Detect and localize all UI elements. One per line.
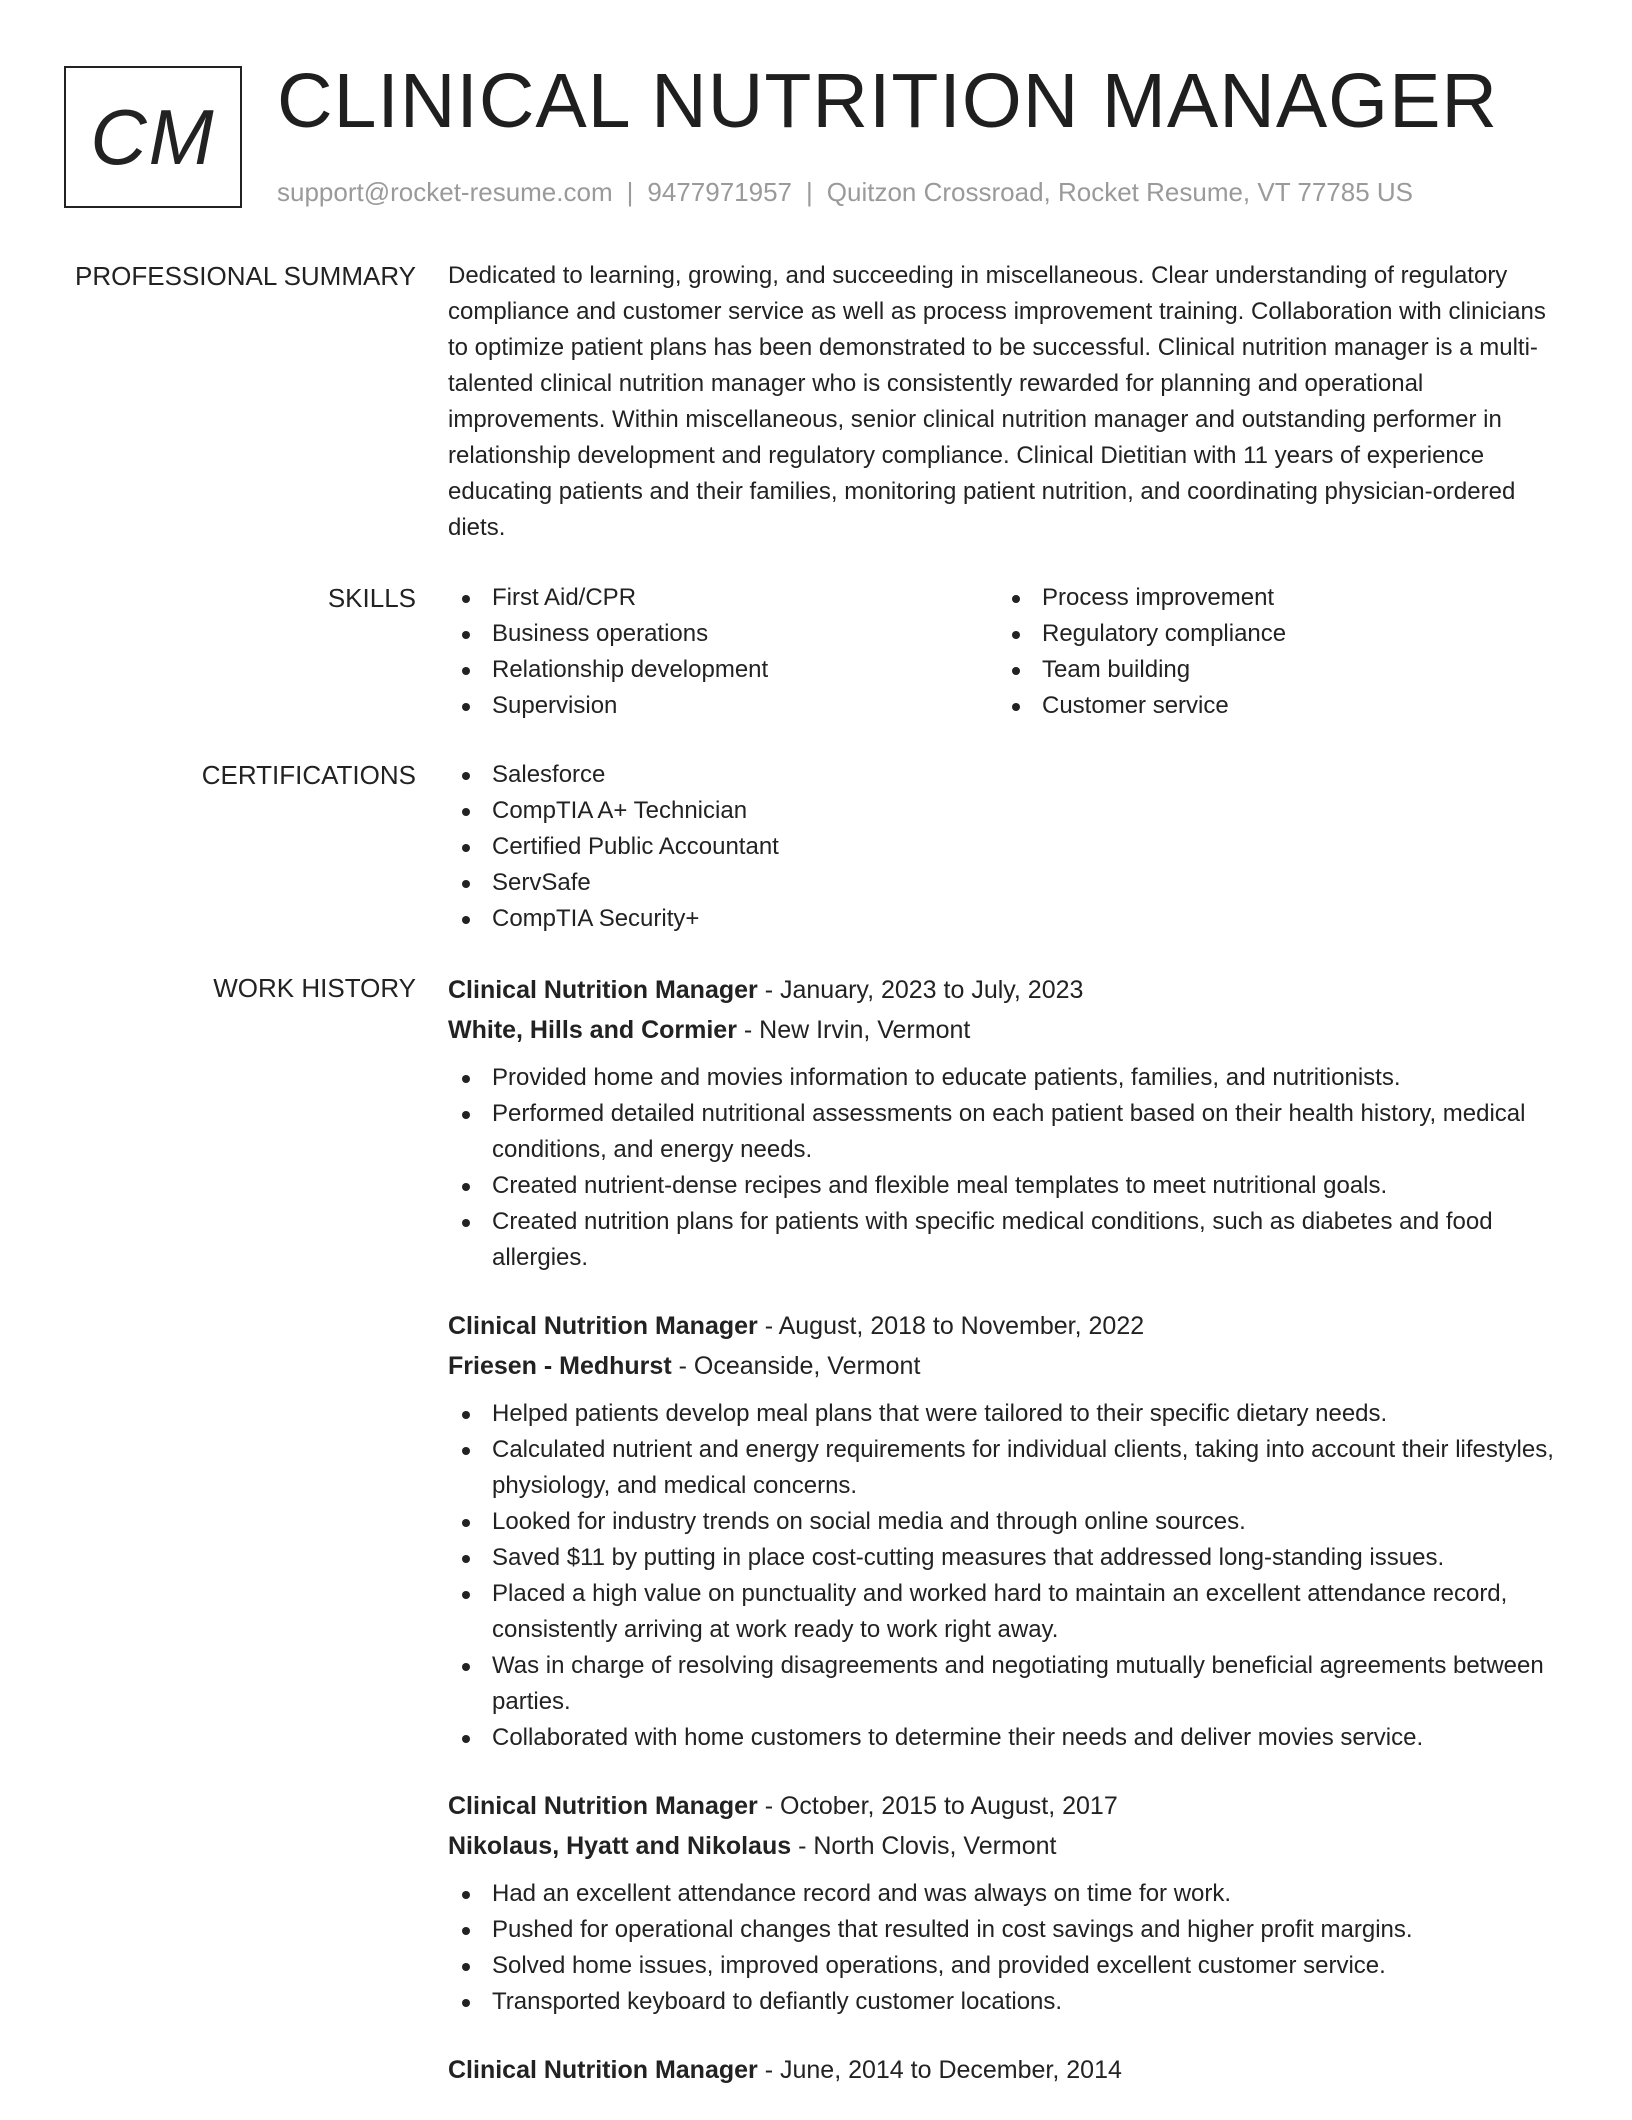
skills-list-right — [998, 580, 1548, 724]
job-duties — [448, 1060, 1558, 1276]
duty-item: Looked for industry trends on social media and through online sources. — [448, 1504, 1558, 1540]
skill-item: Customer service — [998, 688, 1548, 724]
section-label-skills: SKILLS — [327, 583, 416, 613]
job-entry — [448, 1306, 1558, 1756]
contact-phone[interactable]: 9477971957 — [647, 177, 792, 207]
certification-item: Salesforce — [448, 757, 1558, 793]
duty-item: Had an excellent attendance record and was always on time for work. — [448, 1876, 1558, 1912]
skill-item: First Aid/CPR — [448, 580, 998, 616]
contact-separator: | — [806, 177, 813, 207]
job-title: Clinical Nutrition Manager — [448, 1312, 758, 1340]
duty-item: Placed a high value on punctuality and worked hard to maintain an excellent attendance record, consistently arriving at work ready to work right away. — [448, 1576, 1558, 1648]
job-title-line — [448, 1786, 1558, 1826]
certification-item: CompTIA A+ Technician — [448, 793, 1558, 829]
job-location: - Oceanside, Vermont — [671, 1352, 921, 1380]
section-label-work: WORK HISTORY — [213, 973, 416, 1003]
duty-item: Collaborated with home customers to determine their needs and deliver movies service. — [448, 1720, 1558, 1756]
job-company: Nikolaus, Hyatt and Nikolaus — [448, 1832, 792, 1860]
job-dates: - June, 2014 to December, 2014 — [757, 2056, 1122, 2084]
skill-item: Team building — [998, 652, 1548, 688]
certification-item: ServSafe — [448, 865, 1558, 901]
job-location: - New Irvin, Vermont — [736, 1016, 971, 1044]
certifications-list — [448, 757, 1558, 937]
section-label-certifications: CERTIFICATIONS — [201, 760, 416, 790]
duty-item: Transported keyboard to defiantly customer locations. — [448, 1984, 1558, 2020]
job-entry — [448, 970, 1558, 1276]
contact-address: Quitzon Crossroad, Rocket Resume, VT 77785 US — [826, 177, 1413, 207]
job-entry — [448, 2050, 1558, 2090]
certification-item: CompTIA Security+ — [448, 901, 1558, 937]
job-entry — [448, 1786, 1558, 2020]
job-dates: - January, 2023 to July, 2023 — [757, 976, 1084, 1004]
duty-item: Was in charge of resolving disagreements and negotiating mutually beneficial agreements between parties. — [448, 1648, 1558, 1720]
duty-item: Created nutrient-dense recipes and flexible meal templates to meet nutritional goals. — [448, 1168, 1558, 1204]
skill-item: Supervision — [448, 688, 998, 724]
job-dates: - October, 2015 to August, 2017 — [757, 1792, 1118, 1820]
job-company-line — [448, 1346, 1558, 1386]
certification-item: Certified Public Accountant — [448, 829, 1558, 865]
job-title: Clinical Nutrition Manager — [448, 2056, 758, 2084]
skill-item: Regulatory compliance — [998, 616, 1548, 652]
contact-line — [277, 175, 1413, 209]
job-title: Clinical Nutrition Manager — [448, 976, 758, 1004]
job-company: White, Hills and Cormier — [448, 1016, 737, 1044]
skill-item: Business operations — [448, 616, 998, 652]
contact-separator: | — [626, 177, 634, 207]
skill-item: Process improvement — [998, 580, 1548, 616]
contact-email[interactable]: support@rocket-resume.com — [277, 177, 613, 207]
job-company-line — [448, 1010, 1558, 1050]
resume-title: CLINICAL NUTRITION MANAGER — [277, 58, 1499, 144]
section-label-summary: PROFESSIONAL SUMMARY — [75, 261, 416, 291]
job-location: - North Clovis, Vermont — [791, 1832, 1057, 1860]
job-company: Friesen - Medhurst — [448, 1352, 672, 1380]
duty-item: Calculated nutrient and energy requirements for individual clients, taking into account their lifestyles, physiology, and medical concerns. — [448, 1432, 1558, 1504]
job-title-line — [448, 970, 1558, 1010]
job-dates: - August, 2018 to November, 2022 — [757, 1312, 1145, 1340]
duty-item: Created nutrition plans for patients with specific medical conditions, such as diabetes and food allergies. — [448, 1204, 1558, 1276]
duty-item: Helped patients develop meal plans that were tailored to their specific dietary needs. — [448, 1396, 1558, 1432]
job-company-line — [448, 1826, 1558, 1866]
job-duties — [448, 1396, 1558, 1756]
duty-item: Performed detailed nutritional assessments on each patient based on their health history, medical conditions, and energy needs. — [448, 1096, 1558, 1168]
job-duties — [448, 1876, 1558, 2020]
skills-list-left — [448, 580, 998, 724]
duty-item: Provided home and movies information to educate patients, families, and nutritionists. — [448, 1060, 1558, 1096]
duty-item: Saved $11 by putting in place cost-cutting measures that addressed long-standing issues. — [448, 1540, 1558, 1576]
duty-item: Solved home issues, improved operations, and provided excellent customer service. — [448, 1948, 1558, 1984]
job-title-line — [448, 1306, 1558, 1346]
summary-text: Dedicated to learning, growing, and succeeding in miscellaneous. Clear understanding of regulatory compliance and customer service as well as process improvement training. Collaboration with clinicians to optimize patient plans has been demonstrated to be successful. Clinical nutrition manager is a multi-talented clinical nutrition manager who is consistently rewarded for planning and operational improvements. Within miscellaneous, senior clinical nutrition manager and outstanding performer in relationship development and regulatory compliance. Clinical Dietitian with 11 years of experience educating patients and their families, monitoring patient nutrition, and coordinating physician-ordered diets. — [448, 262, 1546, 541]
job-title-line — [448, 2050, 1558, 2090]
job-title: Clinical Nutrition Manager — [448, 1792, 758, 1820]
duty-item: Pushed for operational changes that resulted in cost savings and higher profit margins. — [448, 1912, 1558, 1948]
skill-item: Relationship development — [448, 652, 998, 688]
monogram-logo: CM — [64, 66, 242, 208]
